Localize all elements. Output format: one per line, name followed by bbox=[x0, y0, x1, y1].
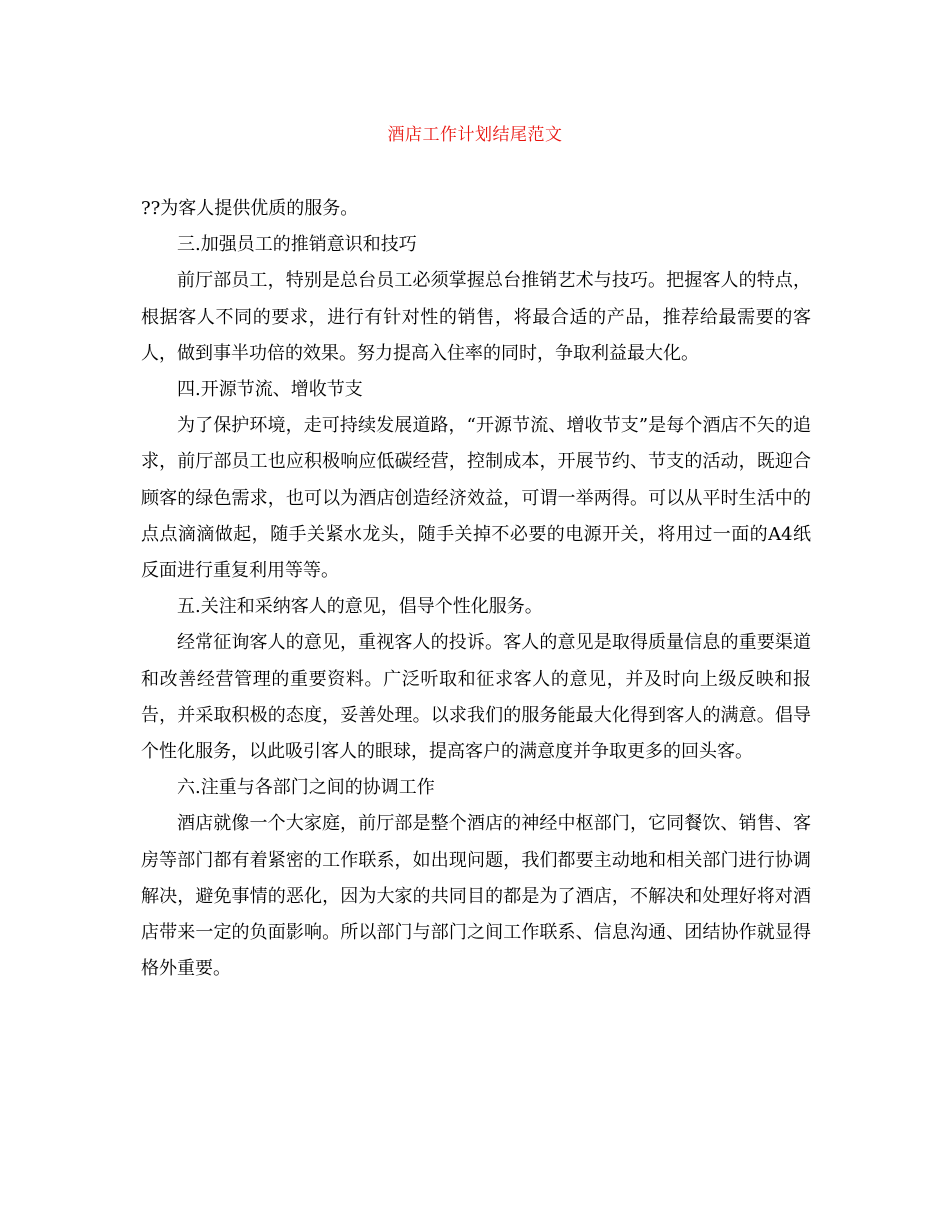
section-heading-3: 三.加强员工的推销意识和技巧 bbox=[177, 234, 417, 256]
section-heading-4: 四.开源节流、增收节支 bbox=[177, 379, 363, 401]
document-body bbox=[141, 191, 811, 987]
paragraph-sales-skills: 前厅部员工，特别是总台员工必须掌握总台推销艺术与技巧。把握客人的特点，根据客人不同的要求，进行有针对性的销售，将最合适的产品，推荐给最需要的客人，做到事半功倍的效果。努力提高入住率的同时，争取利益最大化。 bbox=[141, 270, 811, 364]
paragraph-cost-saving: 为了保护环境，走可持续发展道路，“开源节流、增收节支”是每个酒店不矢的追求，前厅部员工也应积极响应低碳经营，控制成本，开展节约、节支的活动，既迎合顾客的绿色需求，也可以为酒店创造经济效益，可谓一举两得。可以从平时生活中的点点滴滴做起，随手关紧水龙头，随手关掉不必要的电源开关，将用过一面的A4纸反面进行重复利用等等。 bbox=[141, 415, 811, 582]
document-title: 酒店工作计划结尾范文 bbox=[387, 125, 563, 145]
paragraph-continuation: ??为客人提供优质的服务。 bbox=[141, 198, 359, 219]
paragraph-coordination: 酒店就像一个大家庭，前厅部是整个酒店的神经中枢部门，它同餐饮、销售、客房等部门都有着紧密的工作联系，如出现问题，我们都要主动地和相关部门进行协调解决，避免事情的恶化，因为大家的共同目的都是为了酒店，不解决和处理好将对酒店带来一定的负面影响。所以部门与部门之间工作联系、信息沟通、团结协作就显得格外重要。 bbox=[141, 813, 811, 980]
section-heading-6: 六.注重与各部门之间的协调工作 bbox=[177, 777, 435, 799]
section-heading-5: 五.关注和采纳客人的意见，倡导个性化服务。 bbox=[177, 596, 543, 618]
paragraph-guest-feedback: 经常征询客人的意见，重视客人的投诉。客人的意见是取得质量信息的重要渠道和改善经营管理的重要资料。广泛听取和征求客人的意见，并及时向上级反映和报告，并采取积极的态度，妥善处理。以求我们的服务能最大化得到客人的满意。倡导个性化服务，以此吸引客人的眼球，提高客户的满意度并争取更多的回头客。 bbox=[141, 632, 811, 763]
